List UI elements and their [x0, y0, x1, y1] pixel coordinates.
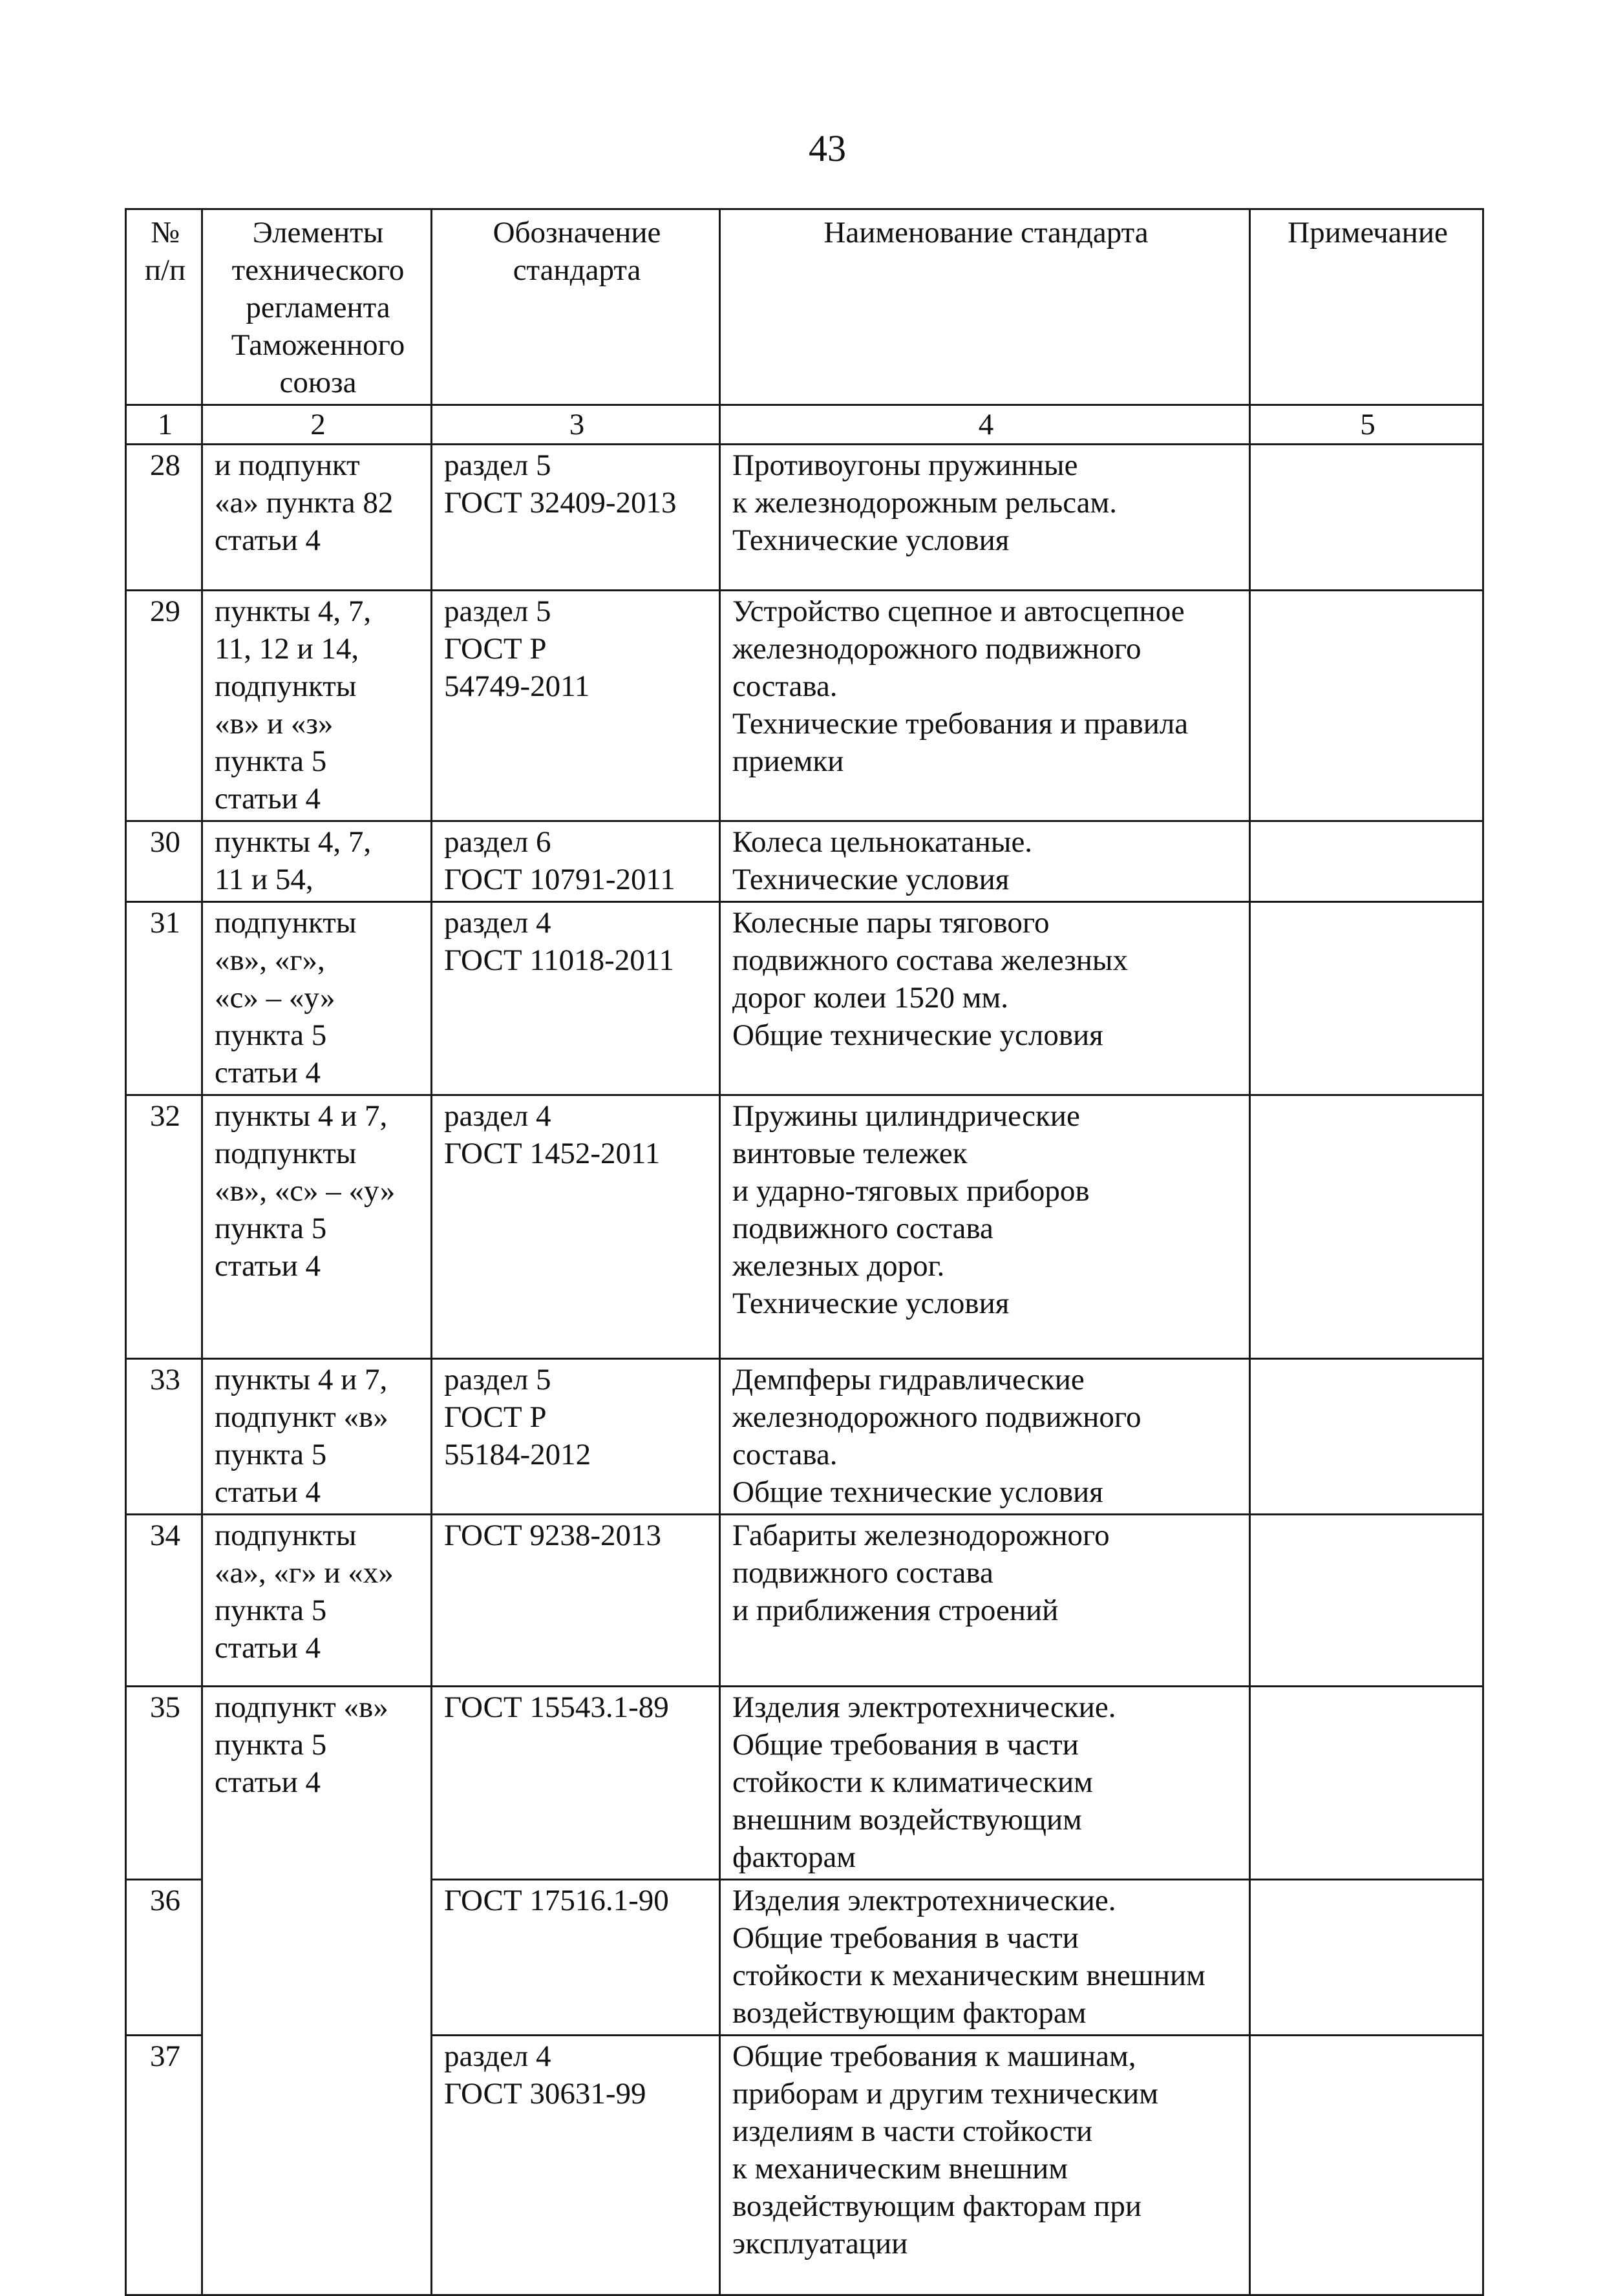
header-standard-name — [720, 209, 1250, 405]
row-number: 33 — [126, 1359, 202, 1515]
regulation-elements-cell — [202, 821, 432, 902]
note-cell — [1250, 1095, 1483, 1359]
row-number: 36 — [126, 1880, 202, 2036]
table-row — [126, 1359, 1483, 1515]
text-line: союза — [279, 366, 357, 399]
text-line: приборам и другим техническим — [732, 2077, 1159, 2111]
column-number: 2 — [202, 405, 432, 445]
row-number: 30 — [126, 821, 202, 902]
standard-name-cell — [720, 1515, 1250, 1687]
text-line: и ударно-тяговых приборов — [732, 1174, 1090, 1208]
text-line: Колесные пары тягового — [732, 906, 1050, 940]
text-line: ГОСТ 11018-2011 — [444, 943, 674, 977]
text-line: статьи 4 — [215, 782, 321, 816]
text-line: Обозначение — [493, 216, 661, 249]
row-number: 28 — [126, 445, 202, 591]
standard-designation-cell — [432, 2036, 720, 2295]
text-line: пункты 4, 7, — [215, 825, 372, 859]
text-line: ГОСТ Р — [444, 632, 547, 666]
note-cell — [1250, 1515, 1483, 1687]
standard-name-cell — [720, 1095, 1250, 1359]
note-cell — [1250, 1687, 1483, 1880]
header-text — [1262, 214, 1473, 251]
text-line: 54749-2011 — [444, 669, 590, 703]
text-line: пункты 4 и 7, — [215, 1363, 388, 1396]
note-cell — [1250, 902, 1483, 1095]
text-line: Изделия электротехнические. — [732, 1884, 1116, 1917]
table-row — [126, 445, 1483, 591]
text-line: Общие требования к машинам, — [732, 2039, 1136, 2073]
text-line: 55184-2012 — [444, 1438, 591, 1471]
text-line: ГОСТ 15543.1-89 — [444, 1690, 669, 1724]
standard-name-cell — [720, 902, 1250, 1095]
text-line: Устройство сцепное и автосцепное — [732, 595, 1185, 628]
standard-name-cell — [720, 445, 1250, 591]
row-number: 37 — [126, 2036, 202, 2295]
table-row — [126, 1515, 1483, 1687]
text-line: ГОСТ 1452-2011 — [444, 1137, 661, 1170]
row-number: 29 — [126, 591, 202, 821]
text-line: воздействующим факторам — [732, 1996, 1087, 2030]
text-line: факторам — [732, 1840, 856, 1874]
text-line: Общие требования в части — [732, 1921, 1079, 1955]
text-line: раздел 6 — [444, 825, 551, 859]
text-line: Технические требования и правила — [732, 707, 1189, 741]
text-line: 11 и 54, — [215, 863, 313, 896]
text-line: подвижного состава — [732, 1212, 993, 1245]
text-line: статьи 4 — [215, 1249, 321, 1283]
column-number: 5 — [1250, 405, 1483, 445]
text-line: раздел 4 — [444, 1099, 551, 1133]
header-designation — [432, 209, 720, 405]
note-cell — [1250, 445, 1483, 591]
text-line: ГОСТ 10791-2011 — [444, 863, 675, 896]
standard-designation-cell — [432, 445, 720, 591]
text-line: Пружины цилиндрические — [732, 1099, 1080, 1133]
table-row — [126, 1687, 1483, 1880]
text-line: подпункты — [215, 906, 357, 940]
standard-designation-cell — [432, 1515, 720, 1687]
regulation-elements-cell — [202, 591, 432, 821]
table-header-row — [126, 209, 1483, 405]
text-line: подвижного состава — [732, 1556, 993, 1590]
standard-designation-cell — [432, 1880, 720, 2036]
text-line: пункта 5 — [215, 1728, 327, 1762]
text-line: стандарта — [513, 253, 641, 287]
regulation-elements-cell — [202, 1687, 432, 2295]
header-number — [126, 209, 202, 405]
text-line: эксплуатации — [732, 2227, 908, 2260]
text-line: внешним воздействующим — [732, 1803, 1082, 1837]
text-line: Технические условия — [732, 1287, 1010, 1320]
table-row — [126, 902, 1483, 1095]
regulation-elements-cell — [202, 1095, 432, 1359]
header-text — [444, 214, 710, 289]
standards-table — [125, 208, 1484, 2296]
text-line: пункты 4, 7, — [215, 595, 372, 628]
text-line: пункты 4 и 7, — [215, 1099, 388, 1133]
text-line: «а» пункта 82 — [215, 486, 394, 520]
standard-name-cell — [720, 1687, 1250, 1880]
text-line: раздел 5 — [444, 448, 551, 482]
text-line: дорог колеи 1520 мм. — [732, 981, 1008, 1015]
text-line: «в», «г», — [215, 943, 325, 977]
text-line: статьи 4 — [215, 1765, 321, 1799]
note-cell — [1250, 2036, 1483, 2295]
text-line: пункта 5 — [215, 1594, 327, 1627]
text-line: состава. — [732, 669, 838, 703]
text-line: Противоугоны пружинные — [732, 448, 1078, 482]
regulation-elements-cell — [202, 1359, 432, 1515]
regulation-elements-cell — [202, 902, 432, 1095]
text-line: подпункт «в» — [215, 1690, 388, 1724]
text-line: состава. — [732, 1438, 838, 1471]
text-line: железных дорог. — [732, 1249, 945, 1283]
text-line: Элементы — [252, 216, 384, 249]
text-line: статьи 4 — [215, 1631, 321, 1665]
text-line: железнодорожного подвижного — [732, 1400, 1141, 1434]
standard-name-cell — [720, 591, 1250, 821]
standard-name-cell — [720, 2036, 1250, 2295]
text-line: «в», «с» – «у» — [215, 1174, 396, 1208]
text-line: Габариты железнодорожного — [732, 1519, 1110, 1552]
text-line: подпункт «в» — [215, 1400, 388, 1434]
text-line: стойкости к климатическим — [732, 1765, 1093, 1799]
text-line: подпункты — [215, 1137, 357, 1170]
text-line: регламента — [246, 291, 390, 324]
row-number: 35 — [126, 1687, 202, 1880]
text-line: Общие технические условия — [732, 1018, 1103, 1052]
page-number: 43 — [809, 127, 846, 169]
text-line: 11, 12 и 14, — [215, 632, 359, 666]
header-elements — [202, 209, 432, 405]
standard-designation-cell — [432, 902, 720, 1095]
standard-name-cell — [720, 821, 1250, 902]
regulation-elements-cell — [202, 1515, 432, 1687]
text-line: Технические условия — [732, 523, 1010, 557]
text-line: к железнодорожным рельсам. — [732, 486, 1118, 520]
text-line: Примечание — [1288, 216, 1448, 249]
header-text — [732, 214, 1240, 251]
text-line: Колеса цельнокатаные. — [732, 825, 1033, 859]
standard-designation-cell — [432, 821, 720, 902]
column-number: 1 — [126, 405, 202, 445]
text-line: Изделия электротехнические. — [732, 1690, 1116, 1724]
text-line: ГОСТ 9238-2013 — [444, 1519, 661, 1552]
text-line: технического — [231, 253, 405, 287]
text-line: статьи 4 — [215, 1056, 321, 1090]
column-number-row — [126, 405, 1483, 445]
text-line: № — [151, 216, 180, 249]
text-line: и приближения строений — [732, 1594, 1059, 1627]
table-row — [126, 591, 1483, 821]
text-line: ГОСТ 32409-2013 — [444, 486, 677, 520]
note-cell — [1250, 1880, 1483, 2036]
table-row — [126, 821, 1483, 902]
text-line: статьи 4 — [215, 523, 321, 557]
text-line: пункта 5 — [215, 1438, 327, 1471]
text-line: раздел 5 — [444, 1363, 551, 1396]
text-line: «в» и «з» — [215, 707, 334, 741]
standard-name-cell — [720, 1880, 1250, 2036]
text-line: железнодорожного подвижного — [732, 632, 1141, 666]
text-line: Общие технические условия — [732, 1475, 1103, 1509]
header-text — [138, 214, 192, 289]
text-line: воздействующим факторам при — [732, 2189, 1142, 2223]
regulation-elements-cell — [202, 445, 432, 591]
note-cell — [1250, 1359, 1483, 1515]
text-line: п/п — [144, 253, 186, 287]
column-number: 3 — [432, 405, 720, 445]
text-line: Таможенного — [231, 328, 405, 362]
text-line: Общие требования в части — [732, 1728, 1079, 1762]
standard-designation-cell — [432, 1359, 720, 1515]
text-line: Наименование стандарта — [823, 216, 1149, 249]
text-line: подпункты — [215, 1519, 357, 1552]
text-line: ГОСТ 30631-99 — [444, 2077, 646, 2111]
text-line: «с» – «у» — [215, 981, 335, 1015]
text-line: и подпункт — [215, 448, 360, 482]
note-cell — [1250, 591, 1483, 821]
text-line: стойкости к механическим внешним — [732, 1959, 1205, 1992]
text-line: раздел 4 — [444, 906, 551, 940]
text-line: статьи 4 — [215, 1475, 321, 1509]
text-line: Демпферы гидравлические — [732, 1363, 1085, 1396]
text-line: раздел 4 — [444, 2039, 551, 2073]
text-line: пункта 5 — [215, 744, 327, 778]
row-number: 32 — [126, 1095, 202, 1359]
text-line: Технические условия — [732, 863, 1010, 896]
note-cell — [1250, 821, 1483, 902]
text-line: подвижного состава железных — [732, 943, 1128, 977]
text-line: ГОСТ Р — [444, 1400, 547, 1434]
row-number: 31 — [126, 902, 202, 1095]
text-line: к механическим внешним — [732, 2152, 1068, 2185]
standard-designation-cell — [432, 591, 720, 821]
text-line: ГОСТ 17516.1-90 — [444, 1884, 669, 1917]
standard-designation-cell — [432, 1095, 720, 1359]
row-number: 34 — [126, 1515, 202, 1687]
text-line: изделиям в части стойкости — [732, 2114, 1093, 2148]
column-number: 4 — [720, 405, 1250, 445]
header-note — [1250, 209, 1483, 405]
text-line: пункта 5 — [215, 1212, 327, 1245]
text-line: приемки — [732, 744, 844, 778]
text-line: «а», «г» и «х» — [215, 1556, 394, 1590]
text-line: раздел 5 — [444, 595, 551, 628]
text-line: пункта 5 — [215, 1018, 327, 1052]
standard-name-cell — [720, 1359, 1250, 1515]
table-row — [126, 1095, 1483, 1359]
standard-designation-cell — [432, 1687, 720, 1880]
text-line: винтовые тележек — [732, 1137, 968, 1170]
header-text — [215, 214, 421, 401]
text-line: подпункты — [215, 669, 357, 703]
